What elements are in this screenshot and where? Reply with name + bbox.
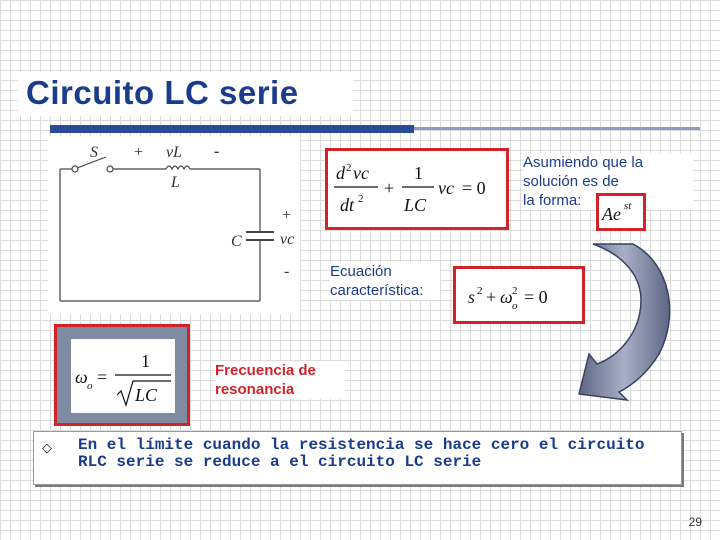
inductor-coil (166, 166, 190, 169)
frecuencia-line-1: Frecuencia de (215, 362, 316, 379)
frecuencia-line-2: resonancia (215, 381, 295, 398)
capacitor-label: C (231, 233, 242, 250)
svg-text:LC: LC (404, 195, 427, 215)
ecuacion-line-1: Ecuación (330, 263, 392, 280)
curved-arrow-icon (575, 236, 685, 401)
resonance-frequency-label (215, 361, 345, 399)
ecuacion-line-2: característica: (330, 282, 424, 299)
svg-text:+: + (486, 287, 497, 307)
characteristic-equation-label (330, 262, 440, 300)
inductor-minus: - (214, 143, 220, 160)
page-number: 29 (688, 515, 702, 529)
svg-text:s: s (468, 287, 476, 307)
svg-text:ω: ω (500, 287, 513, 307)
resonance-formula-panel (71, 339, 175, 413)
solution-form-formula (599, 196, 643, 228)
svg-text:o: o (87, 380, 93, 392)
svg-text:Ae: Ae (602, 204, 621, 224)
svg-text:2: 2 (512, 285, 518, 297)
capacitor-voltage-label: vc (280, 231, 295, 248)
switch-label: S (90, 144, 98, 161)
assumption-line-1: Asumiendo que la (523, 154, 644, 171)
svg-text:2: 2 (358, 193, 364, 205)
resonance-formula (71, 339, 175, 413)
title-underline (50, 125, 414, 133)
svg-text:2: 2 (477, 285, 483, 297)
svg-text:vc: vc (438, 178, 454, 198)
svg-text:LC: LC (135, 385, 158, 405)
switch-contact-left (72, 166, 78, 172)
inductor-voltage-label: vL (166, 144, 182, 161)
svg-text:= 0: = 0 (462, 178, 486, 198)
differential-equation-box (325, 148, 509, 230)
summary-bullet (33, 431, 682, 485)
svg-text:2: 2 (346, 162, 352, 174)
differential-equation (328, 151, 506, 227)
svg-text:= 0: = 0 (524, 287, 548, 307)
svg-text:vc: vc (353, 163, 369, 183)
svg-text:+: + (384, 178, 395, 198)
assumption-line-2: solución es de (523, 173, 619, 190)
characteristic-equation-box (453, 266, 585, 324)
diamond-bullet-icon: ◇ (42, 440, 52, 455)
capacitor-plus: + (282, 207, 292, 224)
assumption-line-3: la forma: (523, 192, 582, 209)
svg-text:1: 1 (414, 163, 423, 183)
bullet-line-2: RLC serie se reduce a el circuito LC serie (78, 453, 482, 471)
lc-circuit-diagram (48, 136, 300, 314)
bullet-text (78, 437, 671, 471)
characteristic-equation (456, 269, 582, 321)
bullet-line-1: En el límite cuando la resistencia se hace cero el circuito (78, 436, 645, 454)
capacitor-minus: - (284, 263, 290, 280)
switch-contact-right (107, 166, 113, 172)
title-underline-thin (414, 127, 700, 130)
svg-text:ω: ω (75, 367, 88, 387)
svg-text:=: = (97, 367, 108, 387)
solution-form-box (596, 193, 646, 231)
inductor-plus: + (134, 144, 144, 161)
svg-text:o: o (512, 300, 518, 312)
svg-text:st: st (624, 200, 632, 212)
slide-title: Circuito LC serie (26, 74, 299, 111)
svg-text:1: 1 (141, 351, 150, 371)
svg-text:dt: dt (340, 195, 355, 215)
svg-text:d: d (336, 163, 345, 183)
inductor-label: L (171, 174, 180, 191)
resonance-formula-frame (54, 324, 190, 426)
